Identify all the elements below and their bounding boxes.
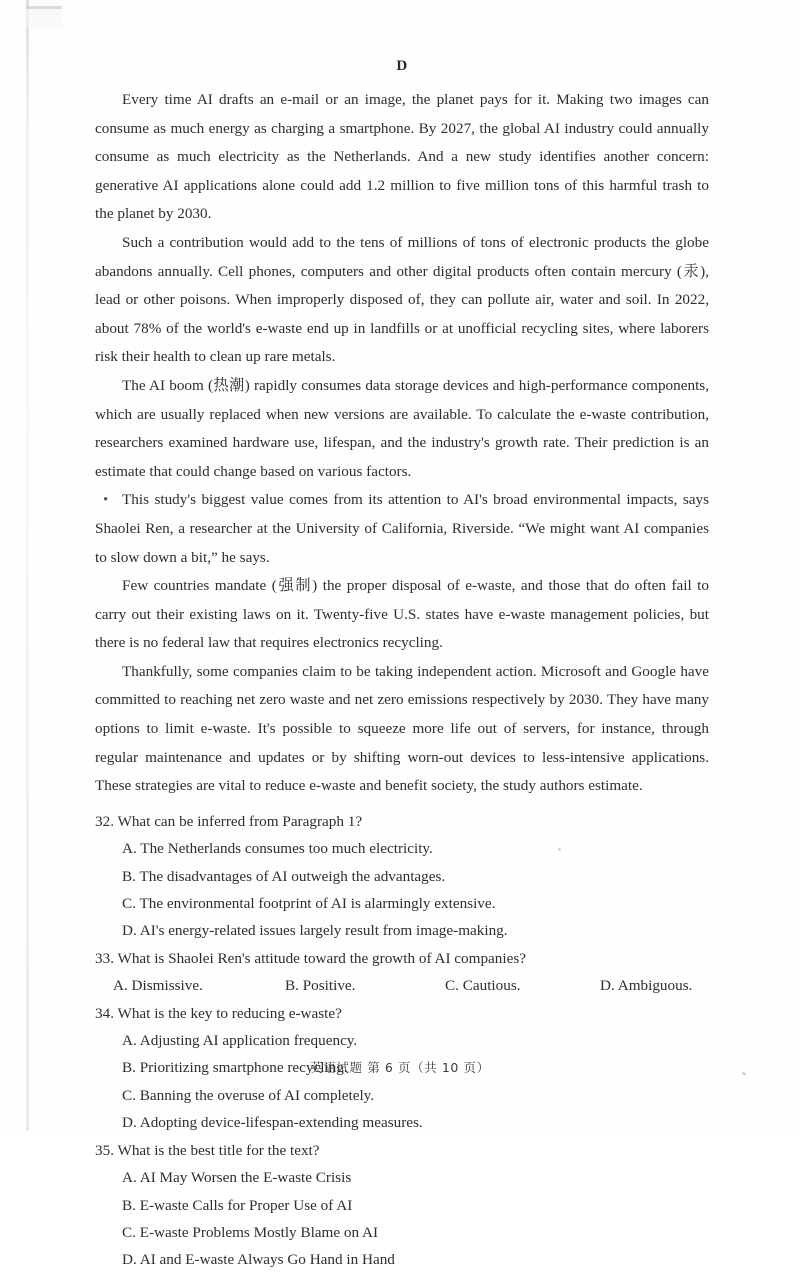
question-32-option-c[interactable]: C. The environmental footprint of AI is alarmingly extensive. bbox=[122, 895, 496, 913]
question-35 bbox=[95, 1137, 709, 1274]
question-33-option-c[interactable]: C. Cautious. bbox=[445, 977, 521, 995]
question-32 bbox=[95, 808, 709, 945]
passage-paragraph-4-wrapper bbox=[95, 486, 709, 572]
section-heading: D bbox=[396, 58, 408, 74]
scan-edge-artifact-top bbox=[26, 6, 62, 9]
question-34-stem: 34. What is the key to reducing e-waste? bbox=[95, 1004, 342, 1022]
question-35-option-b[interactable]: B. E-waste Calls for Proper Use of AI bbox=[122, 1196, 353, 1214]
passage-paragraph-3: The AI boom (热潮) rapidly consumes data storage devices and high-performance components, which are usually replaced when new versions are available. To calculate the e-waste contribution, researchers examined hardware use, lifespan, and the industry's growth rate. Their prediction is an estimate that could change based on various factors. bbox=[95, 376, 709, 480]
question-32-option-b[interactable]: B. The disadvantages of AI outweigh the advantages. bbox=[122, 867, 446, 885]
passage-paragraph-5: Few countries mandate (强制) the proper disposal of e-waste, and those that do often fail to carry out their existing laws on it. Twenty-five U.S. states have e-waste management policies, but there is no federal law that requires electronics recycling. bbox=[95, 577, 709, 652]
question-33-option-a[interactable]: A. Dismissive. bbox=[113, 977, 203, 995]
passage-paragraph-6: Thankfully, some companies claim to be taking independent action. Microsoft and Google have committed to reaching net zero waste and net zero emissions respectively by 2030. They have many options to limit e-waste. It's possible to squeeze more life out of servers, for instance, through regular maintenance and updates or by shifting worn-out devices to less-intensive applications. These strategies are vital to reduce e-waste and benefit society, the study authors estimate. bbox=[95, 662, 709, 795]
passage-paragraph-4: This study's biggest value comes from its attention to AI's broad environmental impacts, says Shaolei Ren, a researcher at the University of California, Riverside. “We might want AI companies to slow down a bit,” he says. bbox=[95, 491, 709, 566]
scan-stray-mark: • bbox=[103, 492, 109, 509]
page-footer: 英语试题 第 6 页（共 10 页） bbox=[310, 1060, 490, 1075]
question-35-option-c[interactable]: C. E-waste Problems Mostly Blame on AI bbox=[122, 1223, 379, 1241]
question-34-option-a[interactable]: A. Adjusting AI application frequency. bbox=[122, 1032, 358, 1050]
question-33-options-row bbox=[95, 972, 709, 999]
passage-paragraph-1: Every time AI drafts an e-mail or an image, the planet pays for it. Making two images can consume as much energy as charging a smartphone. By 2027, the global AI industry could annually consume as much electricity as the Netherlands. And a new study identifies another concern: generative AI applications alone could add 1.2 million to five million tons of this harmful trash to the planet by 2030. bbox=[95, 91, 709, 223]
question-34-option-c[interactable]: C. Banning the overuse of AI completely. bbox=[122, 1086, 375, 1104]
question-34-option-b[interactable]: B. Prioritizing smartphone recycling. bbox=[122, 1059, 348, 1077]
question-33-stem: 33. What is Shaolei Ren's attitude toward the growth of AI companies? bbox=[95, 949, 526, 967]
question-33 bbox=[95, 945, 709, 1000]
questions-list bbox=[95, 808, 709, 1274]
question-35-option-a[interactable]: A. AI May Worsen the E-waste Crisis bbox=[122, 1169, 352, 1187]
question-32-option-a[interactable]: A. The Netherlands consumes too much electricity. bbox=[122, 840, 433, 858]
question-35-stem: 35. What is the best title for the text? bbox=[95, 1141, 320, 1159]
page-content bbox=[95, 58, 709, 1274]
scan-edge-artifact-left bbox=[26, 0, 29, 1131]
question-33-option-b[interactable]: B. Positive. bbox=[285, 977, 356, 995]
question-32-stem: 32. What can be inferred from Paragraph 1? bbox=[95, 812, 363, 830]
question-32-option-d[interactable]: D. AI's energy-related issues largely result from image-making. bbox=[122, 922, 508, 940]
passage-paragraph-2: Such a contribution would add to the tens of millions of tons of electronic products the globe abandons annually. Cell phones, computers and other digital products often contain mercury (汞), lead or other poisons. When improperly disposed of, they can pollute air, water and soil. In 2022, about 78% of the world's e-waste end up in landfills or at unofficial recycling sites, where laborers risk their health to clean up rare metals. bbox=[95, 233, 709, 366]
scan-corner-artifact bbox=[26, 6, 62, 28]
question-33-option-d[interactable]: D. Ambiguous. bbox=[600, 977, 693, 995]
question-35-option-d[interactable]: D. AI and E-waste Always Go Hand in Hand bbox=[122, 1251, 395, 1269]
question-34-option-d[interactable]: D. Adopting device-lifespan-extending measures. bbox=[122, 1114, 423, 1132]
